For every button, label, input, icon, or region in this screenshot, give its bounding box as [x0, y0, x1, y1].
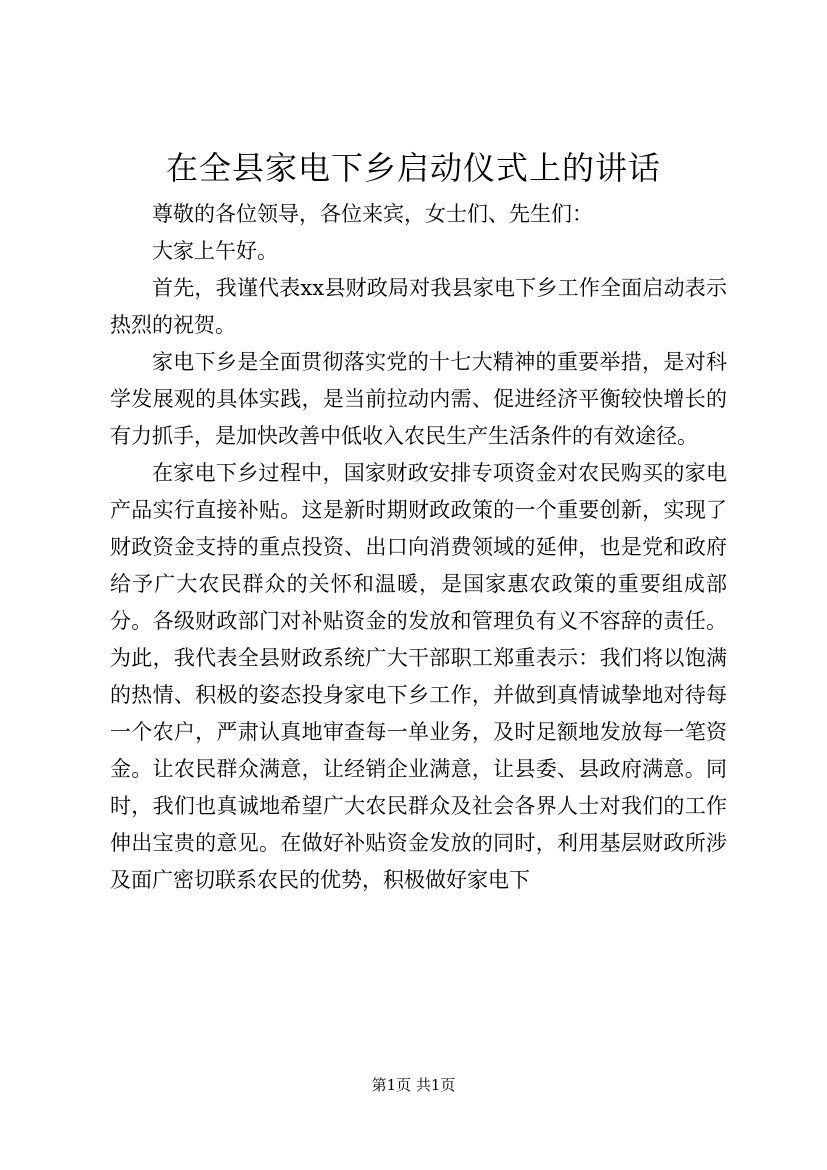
- paragraph-significance: 家电下乡是全面贯彻落实党的十七大精神的重要举措，是对科学发展观的具体实践，是当前拉动内需、促进经济平衡较快增长的有力抓手，是加快改善中低收入农民生产生活条件的有效途径。: [110, 350, 727, 448]
- paragraph-congratulation: 首先，我谨代表xx县财政局对我县家电下乡工作全面启动表示热烈的祝贺。: [110, 276, 727, 337]
- document-title: 在全县家电下乡启动仪式上的讲话: [165, 149, 661, 187]
- paragraph-greeting: 尊敬的各位领导，各位来宾，女士们、先生们：: [152, 202, 593, 226]
- paragraph-subsidy: 在家电下乡过程中，国家财政安排专项资金对农民购买的家电产品实行直接补贴。这是新时期财政政策的一个重要创新，实现了财政资金支持的重点投资、出口向消费领域的延伸，也是党和政府给予广大农民群众的关怀和温暖，是国家惠农政策的重要组成部分。各级财政部门对补贴资金的发放和管理负有义不容辞的责任。为此，我代表全县财政系统广大干部职工郑重表示：我们将以饱满的热情、积极的姿态投身家电下乡工作，并做到真情诚挚地对待每一个农户，严肃认真地审查每一单业务，及时足额地发放每一笔资金。让农民群众满意，让经销企业满意，让县委、县政府满意。同时，我们也真诚地希望广大农民群众及社会各界人士对我们的工作伸出宝贵的意见。在做好补贴资金发放的同时，利用基层财政所涉及面广密切联系农民的优势，积极做好家电下: [110, 461, 727, 892]
- document-body: [110, 196, 727, 899]
- paragraph-salutation: 大家上午好。: [152, 239, 278, 263]
- page-number-footer: 第1页 共1页: [371, 1076, 456, 1094]
